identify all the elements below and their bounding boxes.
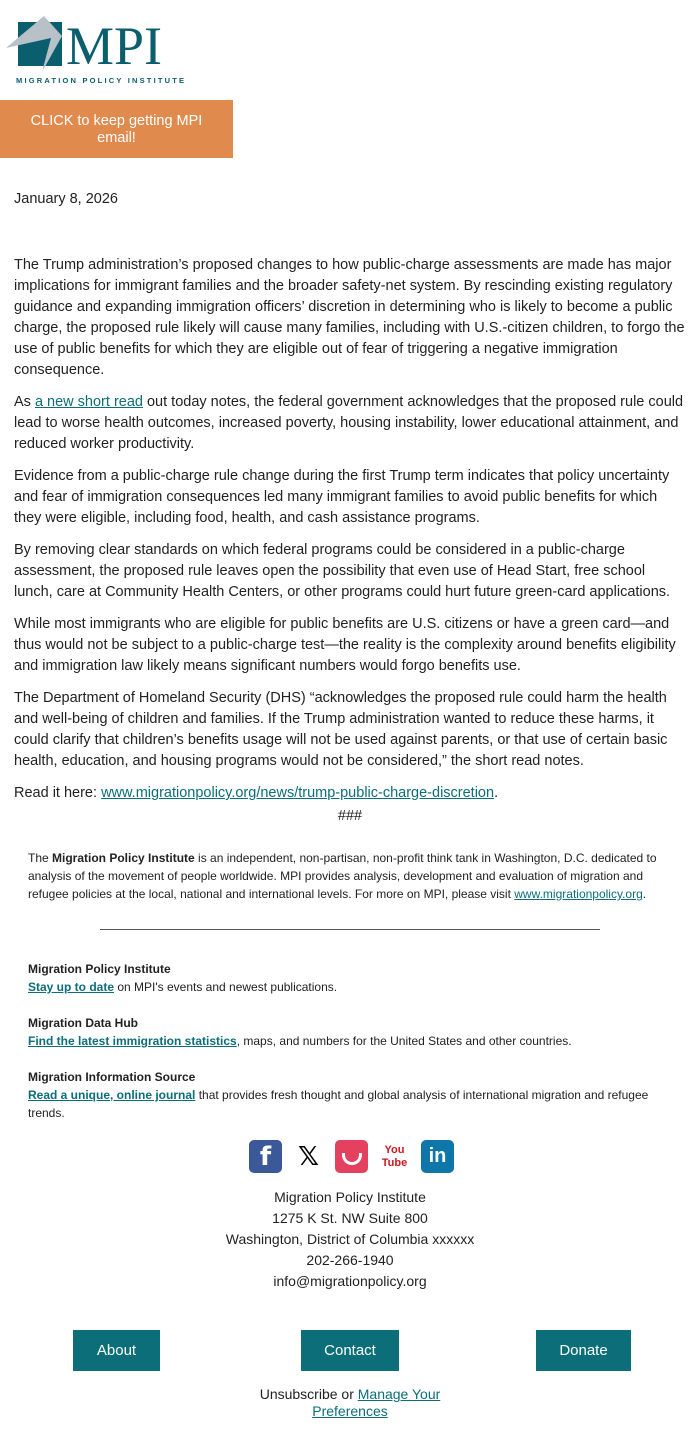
keep-getting-email-button[interactable]: CLICK to keep getting MPI email! — [0, 100, 233, 158]
text: As — [14, 394, 35, 410]
resource-title: Migration Data Hub — [28, 1016, 138, 1030]
text: . — [494, 785, 499, 801]
end-marker: ### — [337, 808, 363, 824]
resource-item — [28, 960, 678, 996]
social-links — [249, 1140, 700, 1173]
manage-preferences-link[interactable]: Manage Your Preferences — [312, 1386, 441, 1419]
youtube-icon[interactable]: You Tube — [378, 1140, 411, 1173]
resource-item — [28, 1014, 678, 1050]
email: info@migrationpolicy.org — [273, 1273, 427, 1289]
short-read-link[interactable]: a new short read — [34, 394, 143, 410]
address-line: 1275 K St. NW Suite 800 — [272, 1210, 428, 1226]
text: The — [28, 851, 53, 865]
paragraph: Evidence from a public-charge rule change during the first Trump term indicates that policy uncertainty and fear of immigration consequences led many immigrant families to avoid public benefits for which they were eligible, including food, health, and cash assistance programs. — [14, 468, 670, 526]
date: January 8, 2026 — [14, 191, 118, 207]
text: Read it here: — [14, 785, 102, 801]
org-name: Migration Policy Institute — [52, 851, 195, 865]
facebook-icon[interactable]: f — [249, 1140, 282, 1173]
resource-title: Migration Policy Institute — [28, 962, 171, 976]
about-mpi — [28, 849, 678, 903]
logo-subtitle: MIGRATION POLICY INSTITUTE — [16, 76, 187, 85]
resource-links — [28, 960, 678, 1122]
text: , maps, and numbers for the United States and other countries. — [236, 1034, 572, 1048]
text: out today notes, the federal government acknowledges that the proposed rule could lead to worse health outcomes, increased poverty, housing instability, lower educational attainment, and reduced worker productivity. — [14, 394, 684, 452]
paragraph — [14, 392, 686, 455]
paragraph: The Trump administration’s proposed changes to how public-charge assessments are made has major implications for immigrant families and the broader safety-net system. By rescinding existing regulatory guidance and expanding immigration officers’ discretion in determining who is likely to become a public charge, the proposed rule likely will cause many families, including with U.S.-citizen children, to forgo the use of public benefits for which they are eligible out of fear of triggering a negative immigration consequence. — [14, 257, 685, 378]
paragraph: By removing clear standards on which federal programs could be considered in a public-charge assessment, the proposed rule leaves open the possibility that even use of Head Start, free school lunch, care at Community Health Centers, or other programs could hurt future green-card applications. — [14, 542, 671, 600]
divider — [100, 929, 600, 930]
about-button[interactable]: About — [73, 1330, 160, 1371]
contact-button[interactable]: Contact — [301, 1330, 399, 1371]
text: on MPI's events and newest publications. — [114, 980, 338, 994]
press-release-body — [14, 255, 686, 827]
address-line: Migration Policy Institute — [274, 1189, 426, 1205]
logo-text: MPI — [66, 16, 163, 72]
paragraph — [14, 783, 686, 804]
paragraph: The Department of Homeland Security (DHS) “acknowledges the proposed rule could harm the health and well-being of children and families. If the Trump administration wanted to reduce these harms, it could clarify that children’s benefits usage will not be used against parents, or that use of certain basic health, education, and housing programs would not be considered,” the short read notes. — [14, 690, 668, 769]
resource-item — [28, 1068, 678, 1122]
unsubscribe-line — [250, 1386, 450, 1420]
x-icon[interactable]: 𝕏 — [298, 1141, 319, 1172]
logo-mark-icon — [4, 16, 209, 72]
address-line: Washington, District of Columbia xxxxxx — [225, 1231, 475, 1247]
donate-button[interactable]: Donate — [536, 1330, 631, 1371]
resource-link[interactable]: Read a unique, online journal — [28, 1088, 196, 1102]
footer-buttons — [0, 1330, 700, 1371]
resource-link[interactable]: Stay up to date — [28, 980, 115, 994]
unsubscribe-text: Unsubscribe or — [259, 1386, 358, 1402]
resource-title: Migration Information Source — [28, 1070, 196, 1084]
mpi-logo[interactable] — [4, 0, 214, 86]
phone: 202-266-1940 — [306, 1252, 394, 1268]
instagram-icon[interactable] — [335, 1140, 368, 1173]
resource-link[interactable]: Find the latest immigration statistics — [28, 1034, 237, 1048]
website-link[interactable]: www.migrationpolicy.org — [514, 887, 643, 901]
text: . — [642, 887, 647, 901]
article-link[interactable]: www.migrationpolicy.org/news/trump-public-charge-discretion — [101, 785, 495, 801]
mailing-address — [0, 1187, 700, 1292]
text: that provides fresh thought and global analysis of international migration and refugee trends. — [28, 1088, 649, 1120]
paragraph: While most immigrants who are eligible for public benefits are U.S. citizens or have a green card—and thus would not be subject to a public-charge test—the reality is the complexity around benefits eligibility and immigration law likely means significant numbers would forgo benefits use. — [14, 616, 676, 674]
text: is an independent, non-partisan, non-profit think tank in Washington, D.C. dedicated to analysis of the movement of people worldwide. MPI provides analysis, development and evaluation of migration and refugee policies at the local, national and international levels. For more on MPI, please visit — [28, 851, 657, 901]
linkedin-icon[interactable]: in — [421, 1140, 454, 1173]
instagram-glyph-icon — [342, 1153, 362, 1165]
